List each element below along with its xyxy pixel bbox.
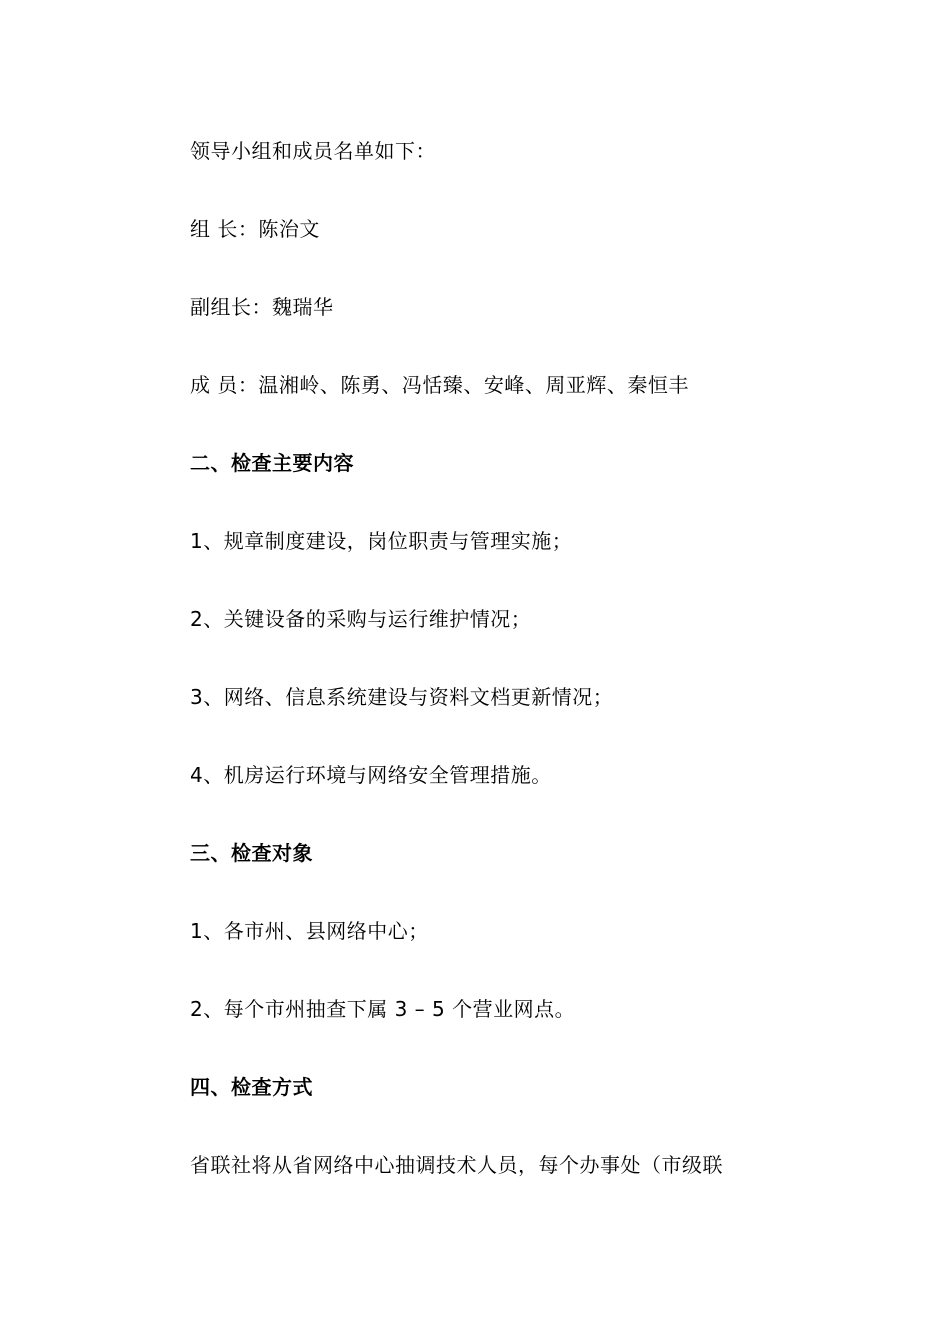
- content-item-1: 1、规章制度建设，岗位职责与管理实施；: [190, 529, 573, 553]
- section-heading-inspection-content: 二、检查主要内容: [190, 451, 354, 475]
- leadership-group-intro: 领导小组和成员名单如下：: [190, 139, 436, 163]
- section-heading-inspection-method: 四、检查方式: [190, 1075, 313, 1099]
- target-item-2: 2、每个市州抽查下属 3 – 5 个营业网点。: [190, 997, 576, 1021]
- target-item-1: 1、各市州、县网络中心；: [190, 919, 429, 943]
- members-line: 成 员：温湘岭、陈勇、冯恬臻、安峰、周亚辉、秦恒丰: [190, 373, 689, 397]
- content-item-4: 4、机房运行环境与网络安全管理措施。: [190, 763, 552, 787]
- content-item-3: 3、网络、信息系统建设与资料文档更新情况；: [190, 685, 614, 709]
- method-paragraph: 省联社将从省网络中心抽调技术人员，每个办事处（市级联: [190, 1153, 723, 1177]
- deputy-leader-line: 副组长：魏瑞华: [190, 295, 334, 319]
- group-leader-line: 组 长：陈治文: [190, 217, 320, 241]
- content-item-2: 2、关键设备的采购与运行维护情况；: [190, 607, 532, 631]
- section-heading-inspection-targets: 三、检查对象: [190, 841, 313, 865]
